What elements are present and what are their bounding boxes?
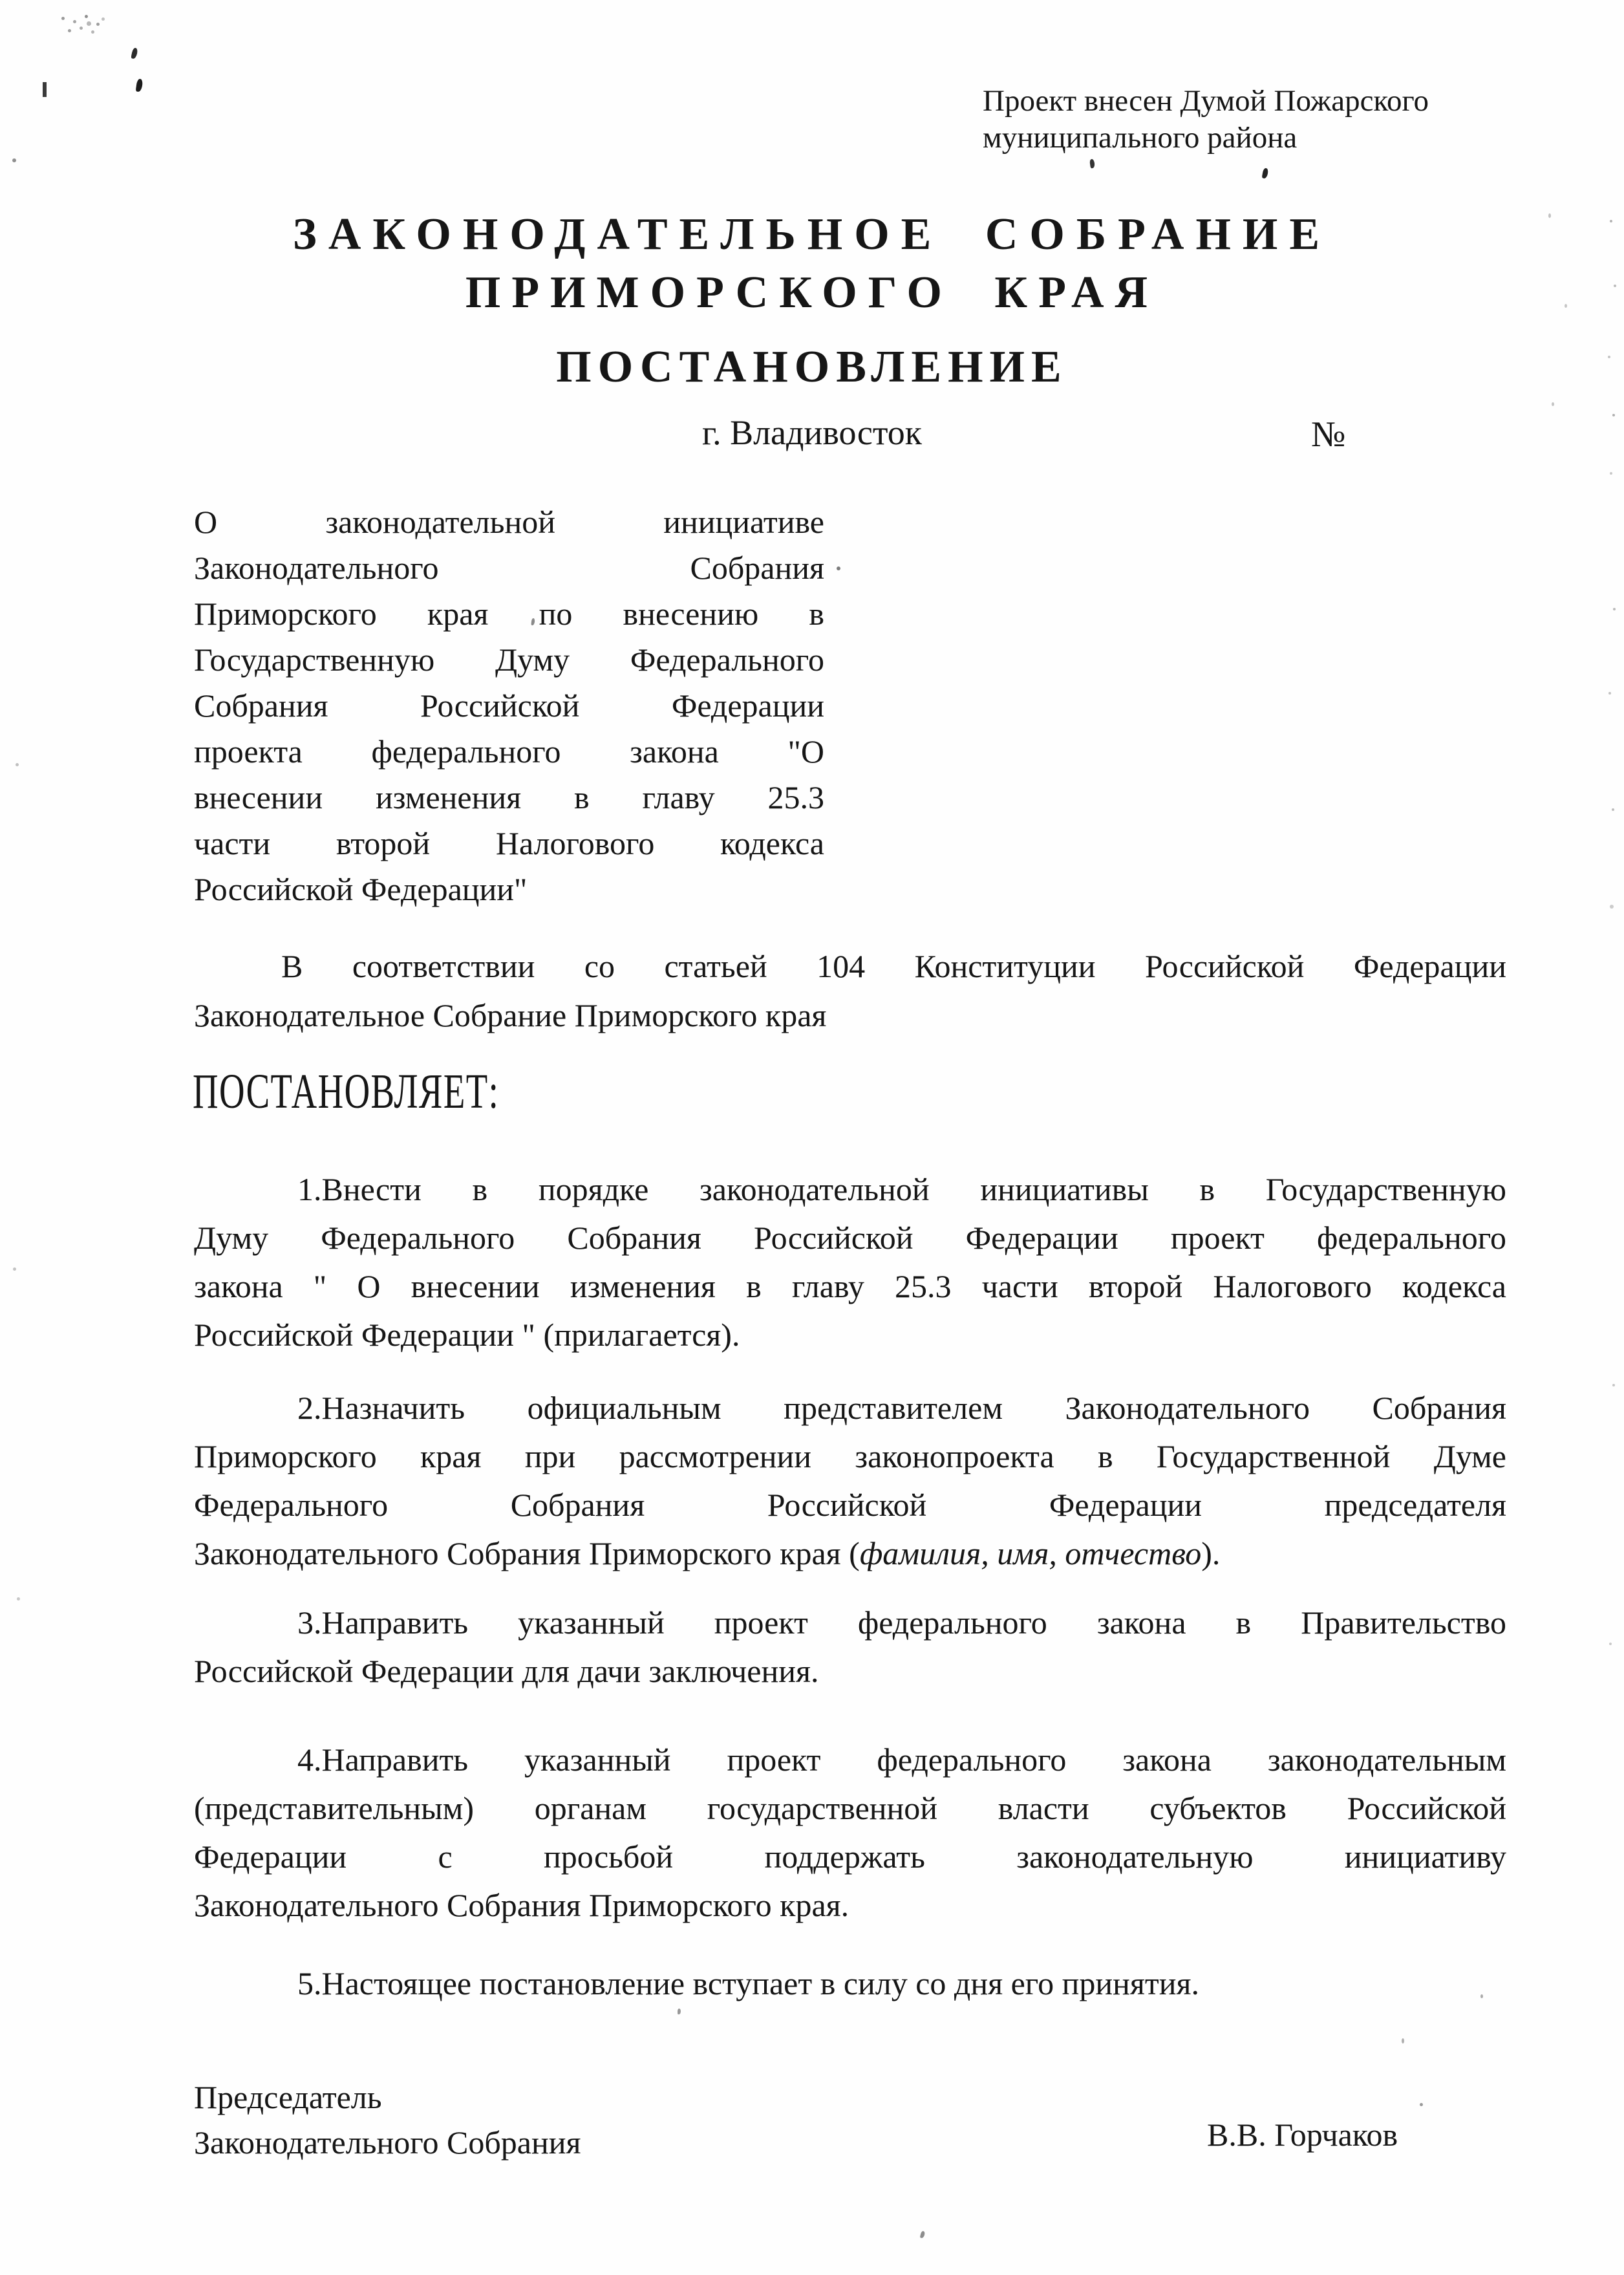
text-line: Российской Федерации " (прилагается).	[194, 1317, 740, 1353]
number-sign: №	[1311, 415, 1346, 455]
text-line: закона " О внесении изменения в главу 25.3 части второй Налогового кодекса	[194, 1268, 1506, 1304]
paragraph-5	[194, 1959, 1506, 2008]
scan-artifact	[920, 2230, 925, 2238]
text-line: Законодательное Собрание Приморского края	[194, 997, 827, 1033]
text-line: части второй Налогового кодекса	[194, 825, 824, 861]
scan-artifact	[1262, 167, 1269, 178]
text-line: В соответствии со статьей 104 Конституции Российской Федерации	[281, 948, 1506, 984]
subject-block	[194, 499, 824, 912]
header-note-line1: Проект внесен Думой Пожарского	[983, 84, 1429, 118]
scan-artifact	[1552, 402, 1554, 406]
text-line: Российской Федерации для дачи заключения.	[194, 1653, 819, 1689]
scan-artifact	[17, 1597, 20, 1601]
text-line: Государственную Думу Федерального	[194, 642, 824, 678]
signature-block	[194, 2075, 1506, 2165]
resolves-heading	[193, 1064, 619, 1119]
text-line: Законодательного Собрания	[194, 550, 824, 586]
paragraph-1	[194, 1165, 1506, 1359]
signer-position-line1: Председатель	[194, 2079, 382, 2115]
text-line: проекта федерального закона "О	[194, 733, 824, 770]
document-type-heading: ПОСТАНОВЛЕНИЕ	[556, 342, 1068, 392]
text-line: Думу Федерального Собрания Российской Федерации проект федерального	[194, 1220, 1506, 1256]
scan-artifact	[837, 566, 840, 570]
text-line: Приморского края при рассмотрении законопроекта в Государственной Думе	[194, 1438, 1506, 1474]
italic-text-segment: фамилия, имя, отчество	[859, 1535, 1202, 1571]
text-line: Федерального Собрания Российской Федерации председателя	[194, 1487, 1506, 1523]
text-line	[194, 1529, 1506, 1578]
city-label: г. Владивосток	[702, 413, 922, 452]
org-title-line1: ЗАКОНОДАТЕЛЬНОЕ СОБРАНИЕ	[292, 210, 1332, 259]
paragraph-4	[194, 1736, 1506, 1930]
scan-artifact	[1089, 159, 1095, 169]
text-segment: ).	[1201, 1535, 1221, 1571]
header-note	[983, 83, 1493, 156]
paragraph-2	[194, 1384, 1506, 1578]
scan-artifact	[1402, 2038, 1404, 2043]
text-line: 2.Назначить официальным представителем Законодательного Собрания	[297, 1390, 1506, 1426]
resolves-label: ПОСТАНОВЛЯЕТ:	[193, 1064, 500, 1119]
text-line: Собрания Российской Федерации	[194, 687, 824, 724]
meta-line	[0, 415, 1624, 467]
text-line: Федерации с просьбой поддержать законодательную инициативу	[194, 1838, 1506, 1875]
scan-artifact	[13, 1267, 16, 1271]
org-title-line2: ПРИМОРСКОГО КРАЯ	[465, 268, 1159, 318]
text-line: 5.Настоящее постановление вступает в силу со дня его принятия.	[297, 1965, 1199, 2001]
text-line: Российской Федерации"	[194, 871, 528, 907]
signer-position-line2: Законодательного Собрания	[194, 2124, 581, 2161]
text-line: Приморского края по внесению в	[194, 596, 824, 632]
text-line: 4.Направить указанный проект федерального закона законодательным	[297, 1741, 1506, 1778]
text-line: Законодательного Собрания Приморского края.	[194, 1887, 849, 1923]
text-line: 3.Направить указанный проект федерального закона в Правительство	[297, 1604, 1506, 1641]
text-segment: Законодательного Собрания Приморского края (	[194, 1535, 860, 1571]
text-line: (представительным) органам государственной власти субъектов Российской	[194, 1790, 1506, 1826]
scan-speckle-cluster	[61, 17, 65, 20]
text-line: О законодательной инициативе	[194, 504, 824, 540]
text-line: 1.Внести в порядке законодательной инициативы в Государственную	[297, 1171, 1506, 1207]
scan-artifact	[16, 763, 19, 766]
scan-artifact	[678, 2009, 681, 2014]
scan-artifact	[136, 78, 144, 92]
paragraph-3	[194, 1599, 1506, 1696]
scan-artifact	[43, 82, 47, 97]
scan-artifact	[12, 158, 16, 162]
intro-paragraph	[194, 942, 1506, 1040]
signer-name: В.В. Горчаков	[1207, 2117, 1398, 2153]
text-line: внесении изменения в главу 25.3	[194, 779, 824, 815]
scan-artifact	[131, 47, 138, 59]
header-note-line2: муниципального района	[983, 121, 1298, 155]
